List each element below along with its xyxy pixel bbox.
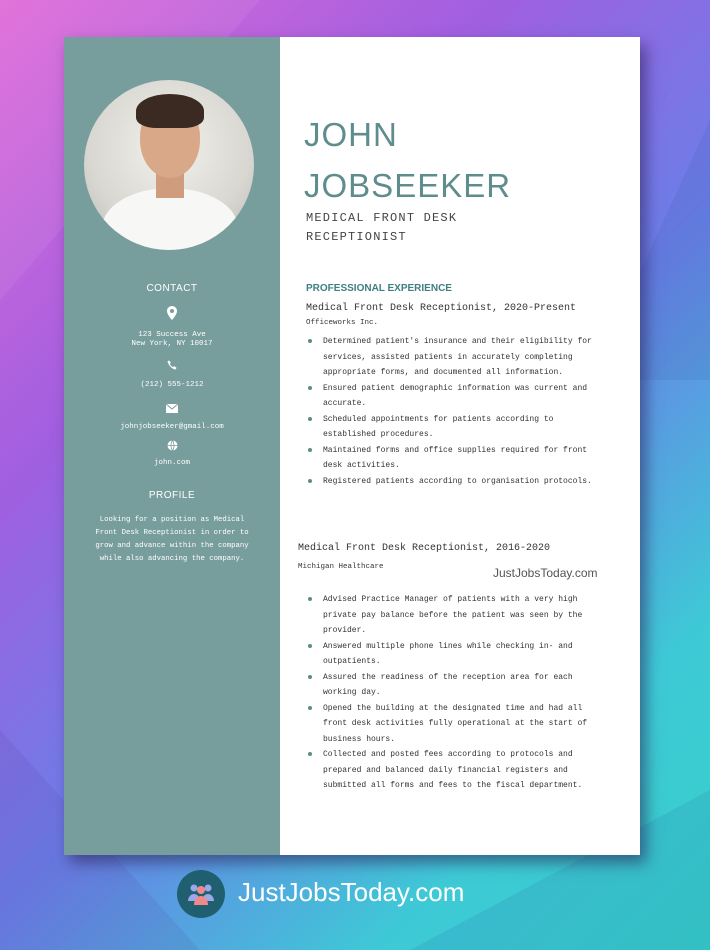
list-item: Opened the building at the designated time and had all front desk activities fully operational at the start of business hours. xyxy=(305,701,595,748)
footer-brand-link[interactable]: JustJobsToday.com xyxy=(238,877,465,907)
job-2-title: Medical Front Desk Receptionist, 2016-2020 xyxy=(298,543,551,554)
phone-icon xyxy=(162,360,182,374)
email-address: johnjobseeker@gmail.com xyxy=(120,423,224,431)
job-1-title: Medical Front Desk Receptionist, 2020-Present xyxy=(306,303,577,314)
list-item: Advised Practice Manager of patients with a very high private pay balance before the patient was seen by the provider. xyxy=(305,592,595,639)
website: john.com xyxy=(153,459,190,467)
job-2-company: Michigan Healthcare xyxy=(298,563,384,571)
list-item: Determined patient's insurance and their eligibility for services, assisted patients in accurately completing appropriate forms, and documented all information. xyxy=(305,334,595,381)
contact-heading: CONTACT xyxy=(146,283,198,294)
profile-photo xyxy=(84,80,254,250)
job-role xyxy=(306,209,457,247)
list-item: Ensured patient demographic information was current and accurate. xyxy=(305,381,595,412)
location-pin-icon xyxy=(162,306,182,323)
candidate-name xyxy=(304,109,511,211)
resume-page xyxy=(64,37,640,855)
profile-summary: Looking for a position as Medical Front Desk Receptionist in order to grow and advance within the company while also advancing the company. xyxy=(95,516,249,563)
brand-logo-icon[interactable] xyxy=(177,870,225,918)
job-2-bullets xyxy=(305,592,595,794)
list-item: Answered multiple phone lines while checking in- and outpatients. xyxy=(305,639,595,670)
profile-heading: PROFILE xyxy=(148,490,196,501)
resume-sidebar xyxy=(64,37,280,855)
name-first: JOHN xyxy=(304,116,398,153)
globe-icon xyxy=(162,440,182,454)
role-line-1: MEDICAL FRONT DESK xyxy=(306,211,458,225)
name-last: JOBSEEKER xyxy=(304,167,512,204)
role-line-2: RECEPTIONIST xyxy=(306,230,407,244)
address-line-2: New York, NY 10017 xyxy=(131,340,213,348)
address-line-1: 123 Success Ave xyxy=(138,331,206,339)
watermark: JustJobsToday.com xyxy=(493,566,598,580)
experience-heading: PROFESSIONAL EXPERIENCE xyxy=(306,283,452,294)
job-1-company: Officeworks Inc. xyxy=(306,319,379,327)
phone-number: (212) 555-1212 xyxy=(140,381,204,389)
list-item: Assured the readiness of the reception area for each working day. xyxy=(305,670,595,701)
list-item: Maintained forms and office supplies required for front desk activities. xyxy=(305,443,595,474)
list-item: Registered patients according to organisation protocols. xyxy=(305,474,595,490)
list-item: Scheduled appointments for patients according to established procedures. xyxy=(305,412,595,443)
job-1-bullets xyxy=(305,334,595,489)
envelope-icon xyxy=(162,402,182,416)
list-item: Collected and posted fees according to protocols and prepared and balanced daily financial registers and submitted all forms and fees to the fiscal department. xyxy=(305,747,595,794)
